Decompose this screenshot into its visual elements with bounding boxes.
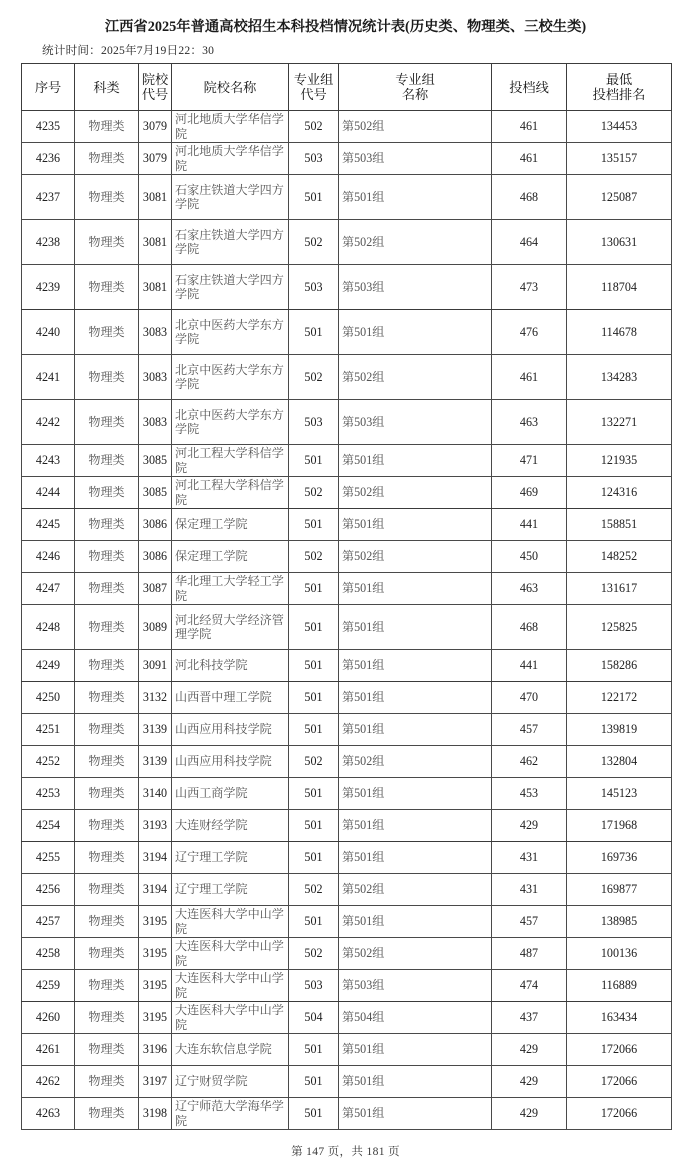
row-cell-school-code: 3085 — [139, 477, 172, 509]
table-row — [22, 355, 672, 400]
row-cell-sequence: 4245 — [22, 509, 75, 541]
row-cell-sequence: 4238 — [22, 220, 75, 265]
row-cell-school-code: 3198 — [139, 1098, 172, 1130]
row-cell-school-name: 北京中医药大学东方学院 — [172, 355, 289, 400]
row-cell-major-group-name: 第501组 — [339, 175, 492, 220]
row-cell-major-group-name: 第501组 — [339, 445, 492, 477]
row-cell-school-name: 大连医科大学中山学院 — [172, 1002, 289, 1034]
row-cell-sequence: 4262 — [22, 1066, 75, 1098]
row-cell-sequence: 4248 — [22, 605, 75, 650]
row-cell-major-group-name: 第502组 — [339, 541, 492, 573]
row-cell-admission-line: 431 — [492, 842, 567, 874]
row-cell-subject-category: 物理类 — [75, 445, 139, 477]
row-cell-sequence: 4251 — [22, 714, 75, 746]
table-row — [22, 220, 672, 265]
row-cell-lowest-rank: 169736 — [567, 842, 672, 874]
row-cell-lowest-rank: 172066 — [567, 1098, 672, 1130]
row-cell-admission-line: 473 — [492, 265, 567, 310]
row-cell-major-group-code: 501 — [289, 1098, 339, 1130]
page-title: 江西省2025年普通高校招生本科投档情况统计表(历史类、物理类、三校生类) — [104, 19, 587, 35]
row-cell-major-group-name: 第501组 — [339, 810, 492, 842]
row-cell-major-group-code: 502 — [289, 541, 339, 573]
row-cell-sequence: 4241 — [22, 355, 75, 400]
row-cell-sequence: 4235 — [22, 111, 75, 143]
row-cell-subject-category: 物理类 — [75, 477, 139, 509]
row-cell-school-code: 3139 — [139, 746, 172, 778]
table-row — [22, 682, 672, 714]
row-cell-school-code: 3195 — [139, 970, 172, 1002]
row-cell-school-name: 北京中医药大学东方学院 — [172, 400, 289, 445]
row-cell-major-group-code: 501 — [289, 778, 339, 810]
row-cell-subject-category: 物理类 — [75, 938, 139, 970]
row-cell-school-name: 山西应用科技学院 — [172, 746, 289, 778]
row-cell-subject-category: 物理类 — [75, 265, 139, 310]
row-cell-lowest-rank: 132804 — [567, 746, 672, 778]
row-cell-sequence: 4244 — [22, 477, 75, 509]
row-cell-major-group-code: 501 — [289, 842, 339, 874]
row-cell-school-code: 3081 — [139, 265, 172, 310]
header-text-lowest-rank-line2: 投档排名 — [592, 87, 646, 102]
table-row — [22, 810, 672, 842]
row-cell-school-name: 辽宁财贸学院 — [172, 1066, 289, 1098]
row-cell-admission-line: 487 — [492, 938, 567, 970]
row-cell-major-group-name: 第502组 — [339, 874, 492, 906]
row-cell-lowest-rank: 138985 — [567, 906, 672, 938]
row-cell-sequence: 4253 — [22, 778, 75, 810]
table-row — [22, 310, 672, 355]
row-cell-admission-line: 429 — [492, 1098, 567, 1130]
table-row — [22, 1098, 672, 1130]
row-cell-major-group-code: 501 — [289, 509, 339, 541]
row-cell-major-group-name: 第503组 — [339, 265, 492, 310]
admission-score-table — [21, 63, 672, 1130]
row-cell-subject-category: 物理类 — [75, 143, 139, 175]
row-cell-school-code: 3086 — [139, 509, 172, 541]
row-cell-school-code: 3087 — [139, 573, 172, 605]
row-cell-school-code: 3079 — [139, 111, 172, 143]
row-cell-major-group-code: 502 — [289, 220, 339, 265]
row-cell-major-group-name: 第501组 — [339, 778, 492, 810]
row-cell-major-group-code: 501 — [289, 650, 339, 682]
row-cell-major-group-code: 501 — [289, 714, 339, 746]
row-cell-major-group-code: 501 — [289, 810, 339, 842]
header-text-major-group-code-line2: 代号 — [300, 87, 327, 102]
row-cell-lowest-rank: 114678 — [567, 310, 672, 355]
row-cell-lowest-rank: 158851 — [567, 509, 672, 541]
table-row — [22, 1066, 672, 1098]
row-cell-major-group-code: 501 — [289, 682, 339, 714]
row-cell-major-group-name: 第501组 — [339, 714, 492, 746]
table-row — [22, 111, 672, 143]
row-cell-school-code: 3086 — [139, 541, 172, 573]
row-cell-school-code: 3083 — [139, 355, 172, 400]
row-cell-admission-line: 441 — [492, 509, 567, 541]
row-cell-subject-category: 物理类 — [75, 682, 139, 714]
table-row — [22, 1034, 672, 1066]
row-cell-subject-category: 物理类 — [75, 650, 139, 682]
header-text-major-group-name-line1: 专业组 — [395, 72, 435, 87]
row-cell-school-name: 河北经贸大学经济管理学院 — [172, 605, 289, 650]
column-header-admission-line — [492, 64, 567, 111]
row-cell-major-group-code: 502 — [289, 111, 339, 143]
row-cell-admission-line: 461 — [492, 111, 567, 143]
column-header-lowest-rank — [567, 64, 672, 111]
table-row — [22, 650, 672, 682]
row-cell-admission-line: 441 — [492, 650, 567, 682]
table-header — [22, 64, 672, 111]
row-cell-subject-category: 物理类 — [75, 111, 139, 143]
row-cell-admission-line: 468 — [492, 175, 567, 220]
row-cell-sequence: 4254 — [22, 810, 75, 842]
row-cell-sequence: 4247 — [22, 573, 75, 605]
row-cell-subject-category: 物理类 — [75, 220, 139, 265]
row-cell-major-group-code: 502 — [289, 746, 339, 778]
row-cell-subject-category: 物理类 — [75, 1002, 139, 1034]
row-cell-school-name: 华北理工大学轻工学院 — [172, 573, 289, 605]
column-header-sequence — [22, 64, 75, 111]
row-cell-major-group-code: 502 — [289, 874, 339, 906]
column-header-subject-category — [75, 64, 139, 111]
row-cell-major-group-code: 501 — [289, 1066, 339, 1098]
row-cell-major-group-name: 第501组 — [339, 310, 492, 355]
row-cell-subject-category: 物理类 — [75, 605, 139, 650]
row-cell-school-name: 大连医科大学中山学院 — [172, 938, 289, 970]
row-cell-lowest-rank: 169877 — [567, 874, 672, 906]
row-cell-lowest-rank: 125825 — [567, 605, 672, 650]
row-cell-lowest-rank: 116889 — [567, 970, 672, 1002]
header-text-sequence: 序号 — [34, 79, 62, 95]
table-container — [0, 63, 691, 1130]
row-cell-school-name: 保定理工学院 — [172, 541, 289, 573]
row-cell-subject-category: 物理类 — [75, 746, 139, 778]
row-cell-major-group-code: 501 — [289, 175, 339, 220]
row-cell-major-group-code: 503 — [289, 400, 339, 445]
row-cell-lowest-rank: 122172 — [567, 682, 672, 714]
row-cell-school-code: 3140 — [139, 778, 172, 810]
row-cell-admission-line: 468 — [492, 605, 567, 650]
header-text-lowest-rank-line1: 最低 — [605, 72, 633, 87]
row-cell-admission-line: 450 — [492, 541, 567, 573]
row-cell-school-name: 河北科技学院 — [172, 650, 289, 682]
row-cell-school-name: 辽宁理工学院 — [172, 842, 289, 874]
statistics-time-label: 统计时间：2025年7月19日22：30 — [42, 44, 215, 57]
row-cell-major-group-code: 501 — [289, 906, 339, 938]
header-text-school-code-line1: 院校 — [141, 72, 169, 87]
row-cell-subject-category: 物理类 — [75, 842, 139, 874]
row-cell-school-code: 3139 — [139, 714, 172, 746]
row-cell-school-code: 3195 — [139, 906, 172, 938]
row-cell-sequence: 4249 — [22, 650, 75, 682]
row-cell-sequence: 4260 — [22, 1002, 75, 1034]
header-text-major-group-code-line1: 专业组 — [293, 72, 334, 87]
row-cell-school-name: 山西晋中理工学院 — [172, 682, 289, 714]
table-row — [22, 400, 672, 445]
row-cell-school-name: 保定理工学院 — [172, 509, 289, 541]
row-cell-admission-line: 463 — [492, 573, 567, 605]
row-cell-lowest-rank: 145123 — [567, 778, 672, 810]
table-row — [22, 445, 672, 477]
row-cell-school-name: 河北地质大学华信学院 — [172, 143, 289, 175]
row-cell-school-code: 3195 — [139, 1002, 172, 1034]
row-cell-sequence: 4243 — [22, 445, 75, 477]
row-cell-lowest-rank: 172066 — [567, 1034, 672, 1066]
row-cell-sequence: 4239 — [22, 265, 75, 310]
header-text-school-code-line2: 代号 — [141, 87, 169, 102]
row-cell-major-group-name: 第503组 — [339, 970, 492, 1002]
header-text-school-name: 院校名称 — [203, 79, 257, 95]
row-cell-school-name: 山西工商学院 — [172, 778, 289, 810]
row-cell-sequence: 4257 — [22, 906, 75, 938]
table-row — [22, 906, 672, 938]
row-cell-lowest-rank: 172066 — [567, 1066, 672, 1098]
row-cell-major-group-name: 第501组 — [339, 509, 492, 541]
row-cell-sequence: 4237 — [22, 175, 75, 220]
row-cell-sequence: 4252 — [22, 746, 75, 778]
table-row — [22, 143, 672, 175]
table-row — [22, 477, 672, 509]
row-cell-admission-line: 453 — [492, 778, 567, 810]
row-cell-lowest-rank: 135157 — [567, 143, 672, 175]
row-cell-school-code: 3081 — [139, 220, 172, 265]
row-cell-sequence: 4246 — [22, 541, 75, 573]
row-cell-major-group-code: 501 — [289, 605, 339, 650]
row-cell-school-name: 河北工程大学科信学院 — [172, 445, 289, 477]
row-cell-subject-category: 物理类 — [75, 714, 139, 746]
row-cell-admission-line: 429 — [492, 1034, 567, 1066]
row-cell-subject-category: 物理类 — [75, 874, 139, 906]
row-cell-school-code: 3089 — [139, 605, 172, 650]
row-cell-major-group-name: 第502组 — [339, 746, 492, 778]
row-cell-subject-category: 物理类 — [75, 573, 139, 605]
row-cell-major-group-name: 第501组 — [339, 1098, 492, 1130]
column-header-major-group-code — [289, 64, 339, 111]
row-cell-school-name: 大连医科大学中山学院 — [172, 906, 289, 938]
row-cell-school-code: 3194 — [139, 842, 172, 874]
row-cell-school-name: 大连财经学院 — [172, 810, 289, 842]
row-cell-sequence: 4259 — [22, 970, 75, 1002]
row-cell-sequence: 4236 — [22, 143, 75, 175]
row-cell-lowest-rank: 134453 — [567, 111, 672, 143]
row-cell-school-code: 3132 — [139, 682, 172, 714]
row-cell-major-group-name: 第502组 — [339, 355, 492, 400]
row-cell-admission-line: 464 — [492, 220, 567, 265]
table-row — [22, 175, 672, 220]
row-cell-sequence: 4258 — [22, 938, 75, 970]
table-row — [22, 605, 672, 650]
row-cell-admission-line: 476 — [492, 310, 567, 355]
table-row — [22, 842, 672, 874]
row-cell-admission-line: 457 — [492, 714, 567, 746]
row-cell-admission-line: 429 — [492, 810, 567, 842]
row-cell-admission-line: 471 — [492, 445, 567, 477]
row-cell-admission-line: 474 — [492, 970, 567, 1002]
row-cell-major-group-name: 第501组 — [339, 842, 492, 874]
row-cell-school-code: 3196 — [139, 1034, 172, 1066]
row-cell-school-name: 大连东软信息学院 — [172, 1034, 289, 1066]
row-cell-subject-category: 物理类 — [75, 175, 139, 220]
table-row — [22, 1002, 672, 1034]
row-cell-lowest-rank: 148252 — [567, 541, 672, 573]
row-cell-major-group-name: 第502组 — [339, 111, 492, 143]
row-cell-major-group-name: 第501组 — [339, 1066, 492, 1098]
row-cell-lowest-rank: 124316 — [567, 477, 672, 509]
table-row — [22, 778, 672, 810]
row-cell-school-code: 3081 — [139, 175, 172, 220]
row-cell-major-group-code: 504 — [289, 1002, 339, 1034]
row-cell-school-name: 山西应用科技学院 — [172, 714, 289, 746]
table-row — [22, 938, 672, 970]
row-cell-major-group-code: 502 — [289, 477, 339, 509]
table-row — [22, 265, 672, 310]
row-cell-major-group-name: 第501组 — [339, 682, 492, 714]
row-cell-school-code: 3195 — [139, 938, 172, 970]
row-cell-subject-category: 物理类 — [75, 541, 139, 573]
row-cell-school-name: 辽宁理工学院 — [172, 874, 289, 906]
row-cell-major-group-name: 第502组 — [339, 477, 492, 509]
header-text-subject-category: 科类 — [93, 79, 120, 95]
row-cell-subject-category: 物理类 — [75, 778, 139, 810]
row-cell-admission-line: 457 — [492, 906, 567, 938]
page-footer: 第 147 页，共 181 页 — [291, 1145, 400, 1158]
column-header-major-group-name — [339, 64, 492, 111]
row-cell-admission-line: 431 — [492, 874, 567, 906]
row-cell-school-code: 3194 — [139, 874, 172, 906]
row-cell-lowest-rank: 163434 — [567, 1002, 672, 1034]
table-row — [22, 714, 672, 746]
row-cell-major-group-name: 第504组 — [339, 1002, 492, 1034]
row-cell-sequence: 4263 — [22, 1098, 75, 1130]
row-cell-lowest-rank: 125087 — [567, 175, 672, 220]
row-cell-admission-line: 461 — [492, 355, 567, 400]
row-cell-lowest-rank: 131617 — [567, 573, 672, 605]
row-cell-major-group-code: 501 — [289, 1034, 339, 1066]
row-cell-major-group-name: 第502组 — [339, 220, 492, 265]
row-cell-sequence: 4242 — [22, 400, 75, 445]
table-row — [22, 541, 672, 573]
column-header-school-code — [139, 64, 172, 111]
row-cell-school-name: 石家庄铁道大学四方学院 — [172, 175, 289, 220]
row-cell-sequence: 4255 — [22, 842, 75, 874]
row-cell-subject-category: 物理类 — [75, 1066, 139, 1098]
row-cell-major-group-code: 501 — [289, 573, 339, 605]
row-cell-major-group-name: 第501组 — [339, 605, 492, 650]
row-cell-subject-category: 物理类 — [75, 1098, 139, 1130]
row-cell-major-group-name: 第501组 — [339, 906, 492, 938]
table-row — [22, 573, 672, 605]
row-cell-school-name: 石家庄铁道大学四方学院 — [172, 265, 289, 310]
row-cell-subject-category: 物理类 — [75, 906, 139, 938]
row-cell-major-group-code: 501 — [289, 310, 339, 355]
row-cell-school-code: 3091 — [139, 650, 172, 682]
row-cell-subject-category: 物理类 — [75, 400, 139, 445]
row-cell-school-name: 石家庄铁道大学四方学院 — [172, 220, 289, 265]
row-cell-school-name: 大连医科大学中山学院 — [172, 970, 289, 1002]
row-cell-admission-line: 470 — [492, 682, 567, 714]
row-cell-major-group-name: 第502组 — [339, 938, 492, 970]
row-cell-lowest-rank: 130631 — [567, 220, 672, 265]
row-cell-major-group-code: 503 — [289, 265, 339, 310]
row-cell-subject-category: 物理类 — [75, 1034, 139, 1066]
row-cell-school-name: 北京中医药大学东方学院 — [172, 310, 289, 355]
row-cell-admission-line: 437 — [492, 1002, 567, 1034]
header-text-admission-line: 投档线 — [509, 79, 549, 95]
row-cell-major-group-name: 第501组 — [339, 1034, 492, 1066]
row-cell-lowest-rank: 132271 — [567, 400, 672, 445]
row-cell-subject-category: 物理类 — [75, 970, 139, 1002]
row-cell-school-code: 3197 — [139, 1066, 172, 1098]
table-header-row — [22, 64, 672, 111]
row-cell-lowest-rank: 171968 — [567, 810, 672, 842]
row-cell-subject-category: 物理类 — [75, 310, 139, 355]
row-cell-school-code: 3085 — [139, 445, 172, 477]
row-cell-sequence: 4240 — [22, 310, 75, 355]
row-cell-major-group-code: 503 — [289, 143, 339, 175]
row-cell-lowest-rank: 100136 — [567, 938, 672, 970]
table-row — [22, 746, 672, 778]
row-cell-major-group-code: 503 — [289, 970, 339, 1002]
row-cell-admission-line: 461 — [492, 143, 567, 175]
row-cell-major-group-name: 第501组 — [339, 650, 492, 682]
row-cell-subject-category: 物理类 — [75, 810, 139, 842]
row-cell-school-code: 3193 — [139, 810, 172, 842]
row-cell-sequence: 4250 — [22, 682, 75, 714]
row-cell-sequence: 4261 — [22, 1034, 75, 1066]
row-cell-subject-category: 物理类 — [75, 509, 139, 541]
row-cell-major-group-name: 第501组 — [339, 573, 492, 605]
row-cell-major-group-name: 第503组 — [339, 400, 492, 445]
row-cell-admission-line: 429 — [492, 1066, 567, 1098]
row-cell-subject-category: 物理类 — [75, 355, 139, 400]
row-cell-school-name: 辽宁师范大学海华学院 — [172, 1098, 289, 1130]
row-cell-lowest-rank: 118704 — [567, 265, 672, 310]
row-cell-school-code: 3083 — [139, 400, 172, 445]
table-row — [22, 970, 672, 1002]
row-cell-school-name: 河北工程大学科信学院 — [172, 477, 289, 509]
row-cell-admission-line: 463 — [492, 400, 567, 445]
column-header-school-name — [172, 64, 289, 111]
row-cell-lowest-rank: 158286 — [567, 650, 672, 682]
header-text-major-group-name-line2: 名称 — [401, 87, 429, 102]
row-cell-major-group-name: 第503组 — [339, 143, 492, 175]
row-cell-admission-line: 462 — [492, 746, 567, 778]
row-cell-lowest-rank: 121935 — [567, 445, 672, 477]
row-cell-sequence: 4256 — [22, 874, 75, 906]
row-cell-admission-line: 469 — [492, 477, 567, 509]
row-cell-major-group-code: 502 — [289, 355, 339, 400]
row-cell-lowest-rank: 139819 — [567, 714, 672, 746]
table-row — [22, 509, 672, 541]
row-cell-lowest-rank: 134283 — [567, 355, 672, 400]
table-row — [22, 874, 672, 906]
row-cell-major-group-code: 502 — [289, 938, 339, 970]
row-cell-school-name: 河北地质大学华信学院 — [172, 111, 289, 143]
row-cell-school-code: 3079 — [139, 143, 172, 175]
row-cell-major-group-code: 501 — [289, 445, 339, 477]
row-cell-school-code: 3083 — [139, 310, 172, 355]
